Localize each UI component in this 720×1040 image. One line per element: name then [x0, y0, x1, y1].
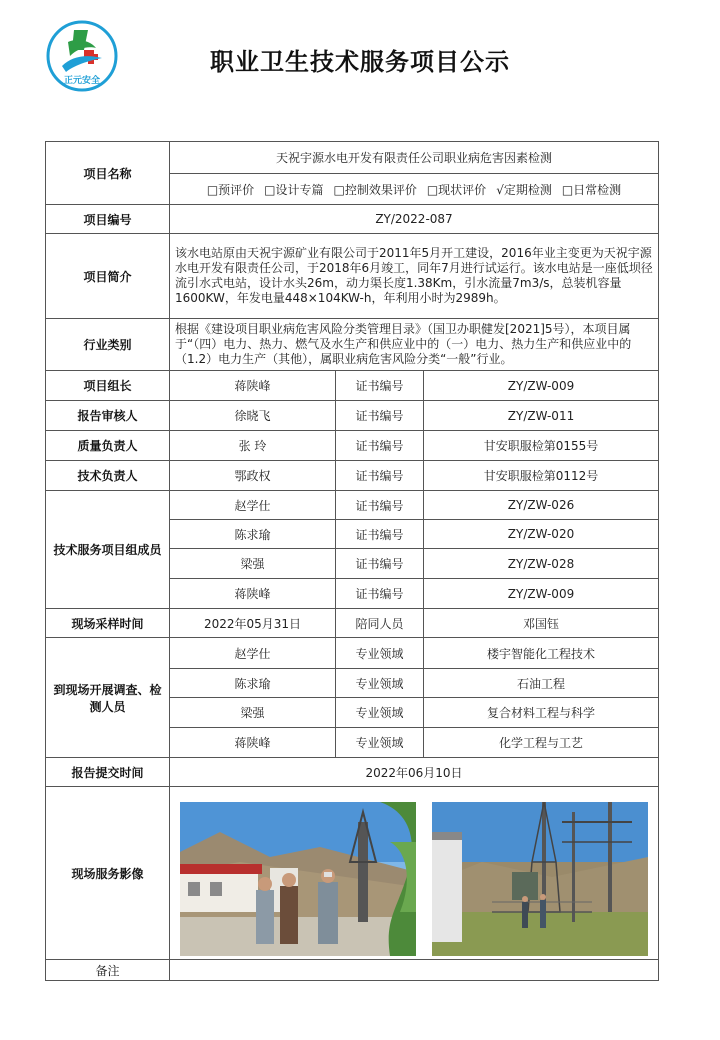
survey-member-name: 赵学仕: [170, 638, 336, 669]
option-daily-testing: □日常检测: [561, 182, 622, 197]
cert-label: 证书编号: [336, 431, 424, 461]
team-label: 技术服务项目组成员: [46, 491, 170, 609]
leader-name: 蒋陕峰: [170, 371, 336, 401]
technical-cert: 甘安职服检第0112号: [424, 461, 659, 491]
cert-label: 证书编号: [336, 491, 424, 520]
survey-label: 到现场开展调查、检测人员: [46, 638, 170, 758]
quality-label: 质量负责人: [46, 431, 170, 461]
reviewer-label: 报告审核人: [46, 401, 170, 431]
survey-member-name: 梁强: [170, 698, 336, 728]
team-member-cert: ZY/ZW-009: [424, 579, 659, 609]
project-number-value: ZY/2022-087: [170, 205, 659, 234]
logo-text: 正元安全: [63, 76, 101, 86]
service-type-options: [170, 174, 659, 205]
team-member-cert: ZY/ZW-020: [424, 520, 659, 549]
industry-text: 根据《建设项目职业病危害风险分类管理目录》（国卫办职健发[2021]5号），本项目属于“（四）电力、热力、燃气及水生产和供应业中的（一）电力、热力生产和供应业中的（1.2）电力生产（其他），属职业病危害风险分类“一般”行业。: [170, 319, 659, 371]
option-periodic-testing: √定期检测: [496, 182, 552, 197]
reviewer-name: 徐晓飞: [170, 401, 336, 431]
field-label: 专业领域: [336, 638, 424, 669]
images-label: 现场服务影像: [46, 787, 170, 960]
cert-label: 证书编号: [336, 371, 424, 401]
option-design-chapter: □设计专篇: [264, 182, 324, 197]
field-label: 专业领域: [336, 698, 424, 728]
project-name-label: 项目名称: [46, 142, 170, 205]
cert-label: 证书编号: [336, 461, 424, 491]
companion-label: 陪同人员: [336, 609, 424, 638]
quality-cert: 甘安职服检第0155号: [424, 431, 659, 461]
companion-value: 邓国钰: [424, 609, 659, 638]
reviewer-cert: ZY/ZW-011: [424, 401, 659, 431]
site-photo-substation: [432, 802, 648, 956]
site-images: [170, 787, 659, 960]
field-label: 专业领域: [336, 728, 424, 758]
option-pre-evaluation: □预评价: [206, 182, 255, 197]
project-intro-label: 项目简介: [46, 234, 170, 319]
sampling-time-label: 现场采样时间: [46, 609, 170, 638]
team-member-cert: ZY/ZW-026: [424, 491, 659, 520]
report-submit-value: 2022年06月10日: [170, 758, 659, 787]
technical-label: 技术负责人: [46, 461, 170, 491]
project-intro-text: 该水电站原由天祝宇源矿业有限公司于2011年5月开工建设，2016年业主变更为天祝宇源水电开发有限责任公司，于2018年6月竣工，同年7月进行试运行。该水电站是一座低坝径流引水式电站，设计水头26m，动力渠长度1.38Km，引水流量7m3/s，总装机容量1600KW，年发电量448×104KW-h，年利用小时为2989h。: [170, 234, 659, 319]
survey-member-field: 石油工程: [424, 669, 659, 698]
survey-member-name: 蒋陕峰: [170, 728, 336, 758]
page-title: 职业卫生技术服务项目公示: [210, 48, 510, 76]
site-photo-staff: [180, 802, 416, 956]
cert-label: 证书编号: [336, 579, 424, 609]
industry-label: 行业类别: [46, 319, 170, 371]
remarks-label: 备注: [46, 960, 170, 981]
remarks-value: [170, 960, 659, 981]
cert-label: 证书编号: [336, 549, 424, 579]
cert-label: 证书编号: [336, 401, 424, 431]
survey-member-field: 复合材料工程与科学: [424, 698, 659, 728]
leader-cert: ZY/ZW-009: [424, 371, 659, 401]
team-member-name: 陈求瑜: [170, 520, 336, 549]
field-label: 专业领域: [336, 669, 424, 698]
sampling-time-value: 2022年05月31日: [170, 609, 336, 638]
team-member-cert: ZY/ZW-028: [424, 549, 659, 579]
quality-name: 张 玲: [170, 431, 336, 461]
option-control-effect: □控制效果评价: [333, 182, 417, 197]
project-info-table: [45, 141, 659, 981]
report-submit-label: 报告提交时间: [46, 758, 170, 787]
team-member-name: 蒋陕峰: [170, 579, 336, 609]
team-member-name: 赵学仕: [170, 491, 336, 520]
project-number-label: 项目编号: [46, 205, 170, 234]
project-name-value: 天祝宇源水电开发有限责任公司职业病危害因素检测: [170, 142, 659, 174]
survey-member-name: 陈求瑜: [170, 669, 336, 698]
option-status-evaluation: □现状评价: [426, 182, 487, 197]
leader-label: 项目组长: [46, 371, 170, 401]
technical-name: 鄂政权: [170, 461, 336, 491]
team-member-name: 梁强: [170, 549, 336, 579]
survey-member-field: 化学工程与工艺: [424, 728, 659, 758]
survey-member-field: 楼宇智能化工程技术: [424, 638, 659, 669]
cert-label: 证书编号: [336, 520, 424, 549]
